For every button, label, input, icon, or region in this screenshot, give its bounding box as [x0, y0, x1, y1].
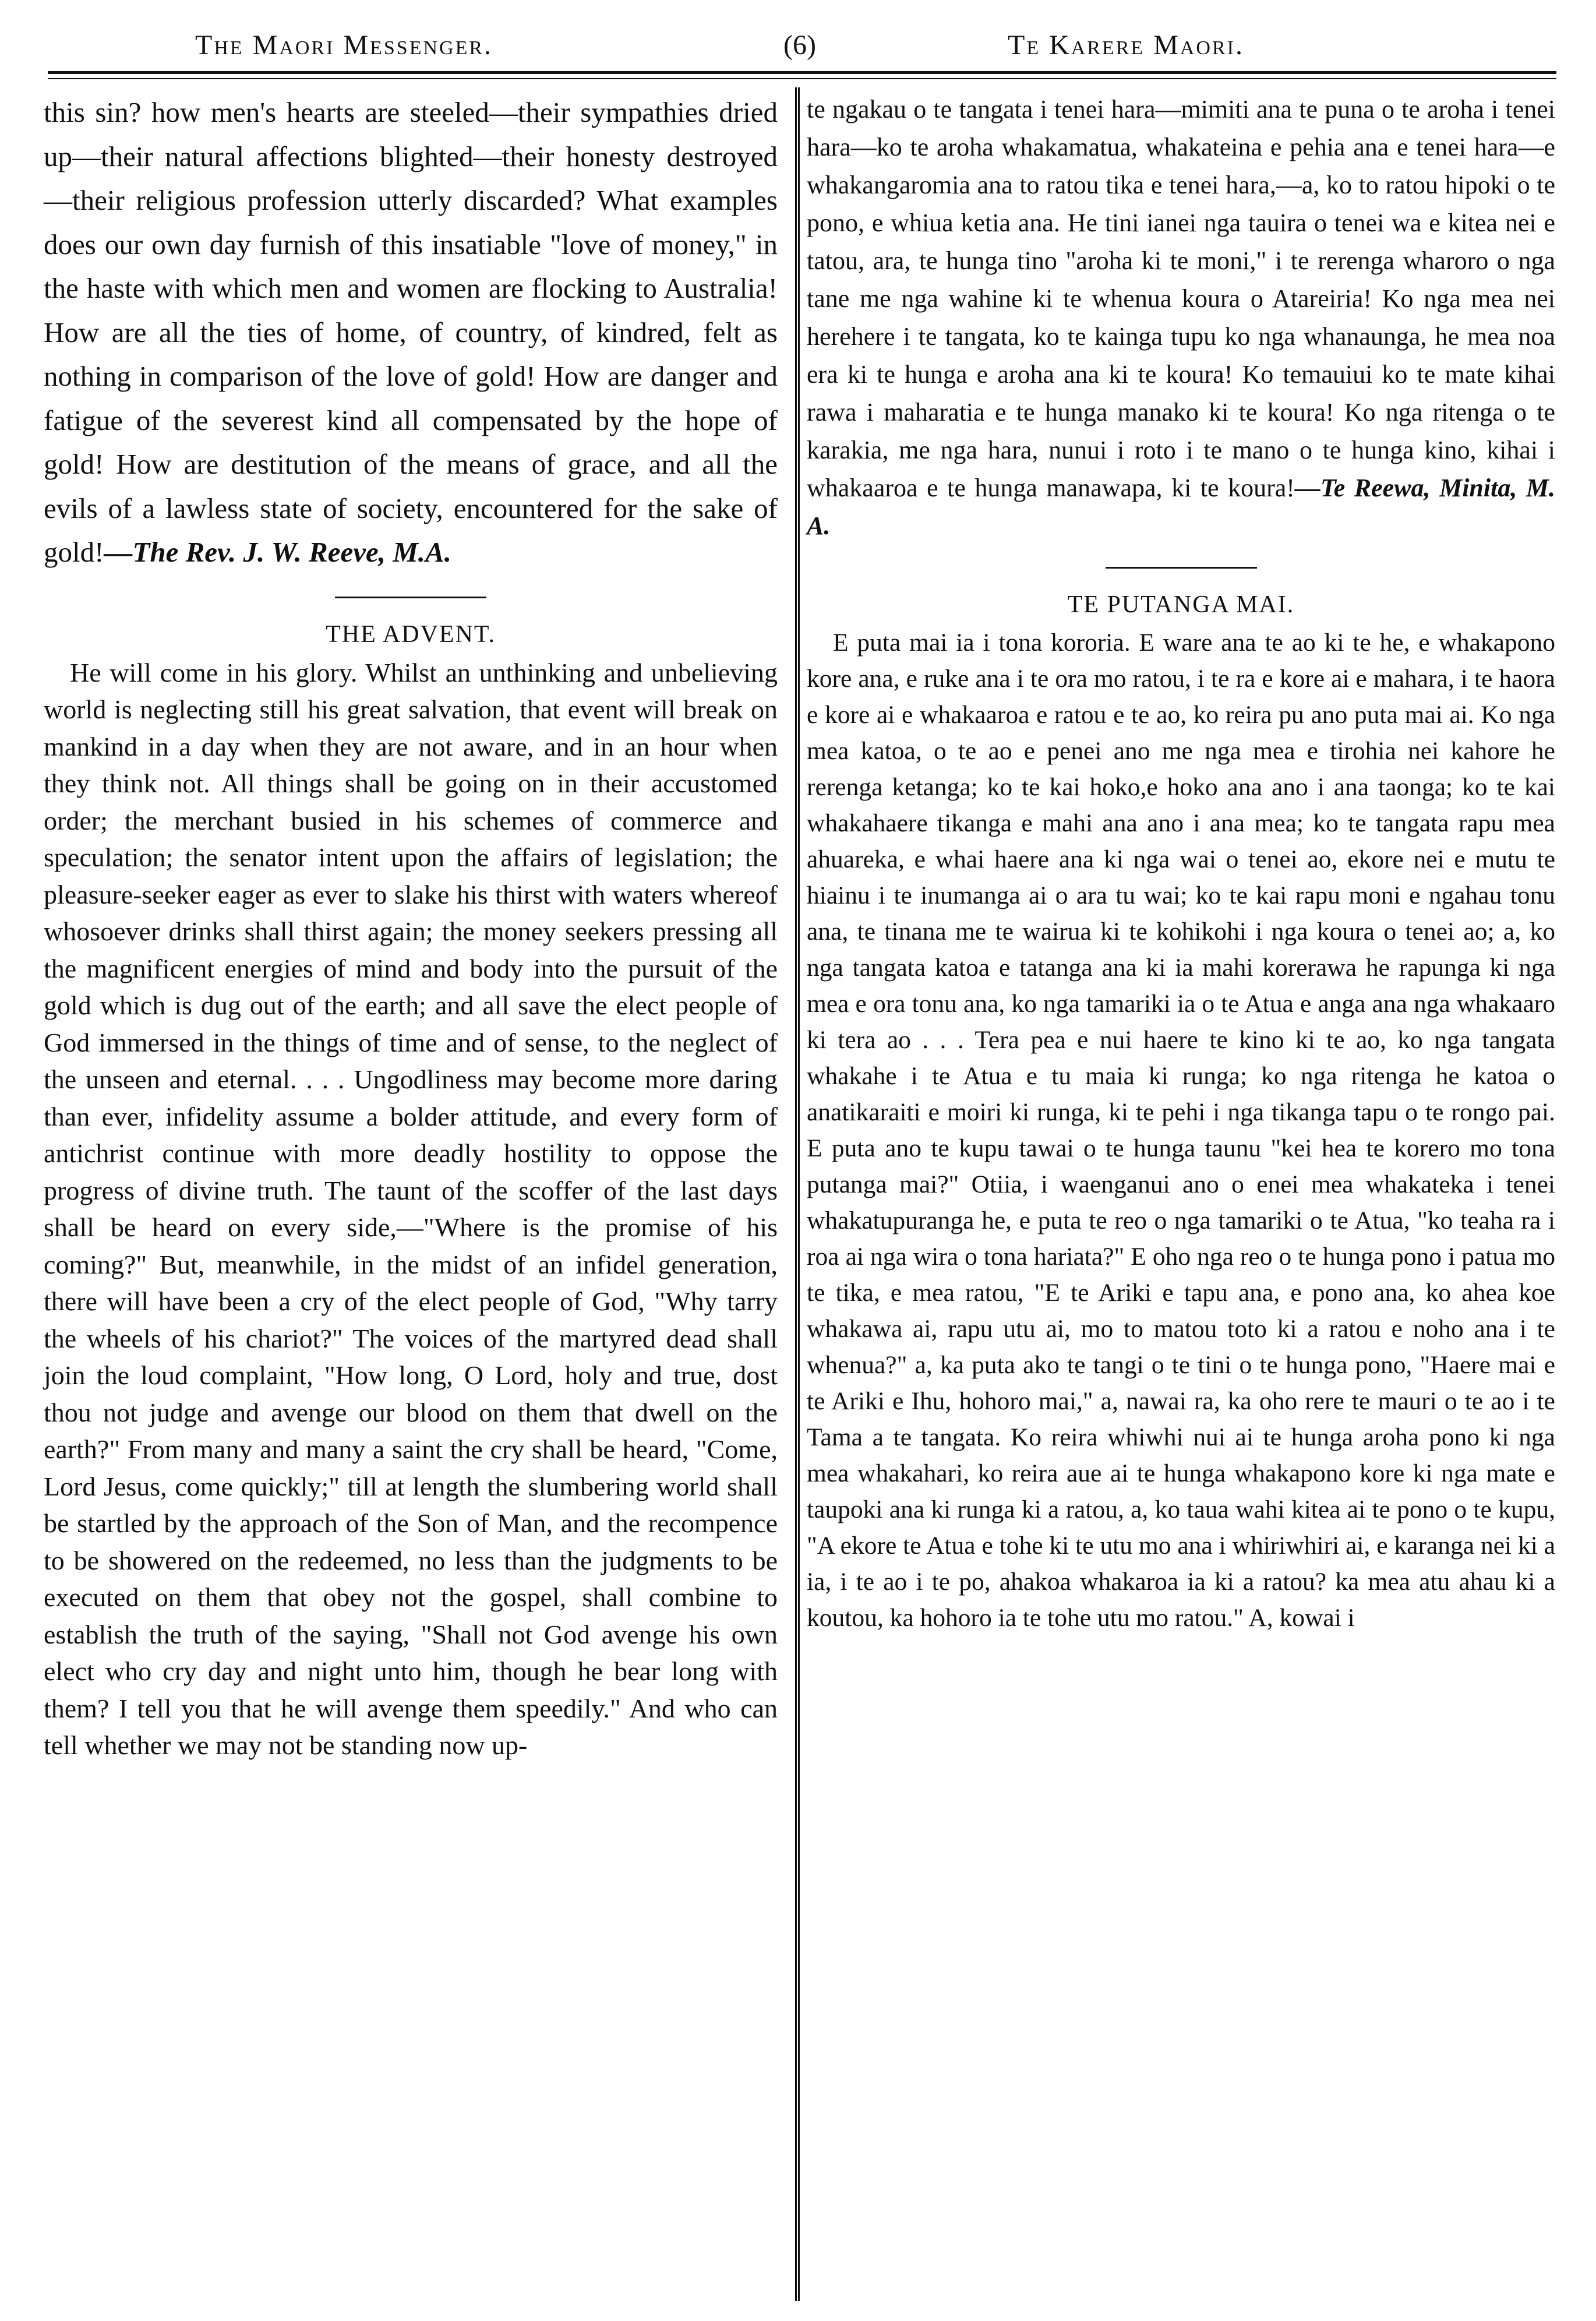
maori-signature: —Te Reewa, Minita, M. A.	[807, 474, 1555, 540]
english-column	[44, 90, 778, 1764]
english-intro-text: this sin? how men's hearts are steeled—their sympathies dried up—their natural affections blighted—their honesty destroyed—their religious profession utterly discarded? What examples does our own day furnish of this insatiable "love of money," in the haste with which men and women are flocking to Australia! How are all the ties of home, of country, of kindred, felt as nothing in comparison of the love of gold! How are danger and fatigue of the severest kind all compensated by the hope of gold! How are destitution of the means of grace, and all the evils of a lawless state of society, encountered for the sake of gold!	[44, 96, 778, 568]
english-advent-paragraph: He will come in his glory. Whilst an unthinking and unbelieving world is neglecting still his great salvation, that event will break on mankind in a day when they are not aware, and in an hour when they think not. All things shall be going on in their accustomed order; the merchant busied in his schemes of commerce and speculation; the senator intent upon the affairs of legislation; the pleasure-seeker eager as ever to slake his thirst with waters whereof whosoever drinks shall thirst again; the money seekers pressing all the magnificent energies of mind and body into the pursuit of the gold which is dug out of the earth; and all save the elect people of God immersed in the things of time and of sense, to the neglect of the unseen and eternal. . . . Ungodliness may become more daring than ever, infidelity assume a bolder attitude, and every form of antichrist continue with more deadly hostility to oppose the progress of divine truth. The taunt of the scoffer of the last days shall be heard on every side,—"Where is the promise of his coming?" But, meanwhile, in the midst of an infidel generation, there will have been a cry of the elect people of God, "Why tarry the wheels of his chariot?" The voices of the martyred dead shall join the loud complaint, "How long, O Lord, holy and true, dost thou not judge and avenge our blood on them that dwell on the earth?" From many and many a saint the cry shall be heard, "Come, Lord Jesus, come quickly;" till at length the slumbering world shall be startled by the approach of the Son of Man, and the recompence to be showered on the redeemed, no less than the judgments to be executed on them that obey not the gospel, shall combine to establish the truth of the saying, "Shall not God avenge his own elect who cry day and night unto him, though he bear long with them? I tell you that he will avenge them speedily." And who can tell whether we may not be standing now up-	[44, 657, 778, 1760]
column-divider	[795, 87, 800, 2301]
maori-column	[807, 90, 1555, 1636]
header-rule	[48, 71, 1556, 74]
section-separator	[335, 597, 486, 598]
page-header	[41, 23, 1555, 76]
maori-intro-paragraph	[807, 90, 1555, 545]
english-section-heading: THE ADVENT.	[326, 620, 496, 648]
maori-section-heading: TE PUTANGA MAI.	[1067, 591, 1295, 618]
section-separator	[1106, 567, 1257, 569]
english-signature: —The Rev. J. W. Reeve, M.A.	[104, 536, 451, 568]
page-number: (6)	[783, 30, 816, 61]
maori-intro-text: te ngakau o te tangata i tenei hara—mimiti ana te puna o te aroha i tenei hara—ko te aroha whakamatua, whakateina e pehia ana e tenei hara—e whakangaromia ana to ratou tika e tenei hara,—a, ko to ratou hipoki o te pono, e whiua ketia ana. He tini ianei nga tauira o tenei wa e kitea nei e tatou, ara, te hunga tino "aroha ki te moni," i te rerenga wharoro o nga tane me nga wahine ki te whenua koura o Atareiria! Ko nga mea nei herehere i te tangata, ko te kainga tupu ko nga whanaunga, he mea noa era ki te hunga e aroha ana ki te koura! Ko temauiui ko te mate kihai rawa i maharatia e te hunga manako ki te koura! Ko nga ritenga o te karakia, me nga hara, nunui i roto i te mano o te hunga kino, kihai i whakaaroa e te hunga manawapa, ki te koura!	[807, 95, 1555, 502]
english-intro-paragraph	[44, 90, 778, 574]
header-rule-thin	[48, 78, 1556, 79]
header-maori-title: Te Karere Maori.	[1008, 30, 1244, 61]
maori-advent-paragraph: E puta mai ia i tona kororia. E ware ana te ao ki te he, e whakapono kore ana, e ruke ana i te ora mo ratou, i te ra e kore ai e mahara, i te haora e kore ai e whakaaroa e ratou e te ao, ko reira pu ano puta mai ai. Ko nga mea katoa, o te ao e penei ano me nga mea e tirohia nei kahore he rerenga ketanga; ko te kai hoko,e hoko ana ano i ana taonga; ko te kai whakahaere tikanga e mahi ana ano i ana mea; ko te tangata rapu mea ahuareka, e whai haere ana ki nga wai o tenei ao, ekore nei e mutu te hiainu i te inumanga ai o ara tu wai; ko te kai rapu moni e ngahau tonu ana, te tinana me te wairua ki te kohikohi i nga koura o tenei ao; a, ko nga tangata katoa e tatanga ana ki ia mahi korerawa he rapunga ki nga mea e ora tonu ana, ko nga tamariki ia o te Atua e anga ana nga whakaaro ki tera ao . . . Tera pea e nui haere te kino ki te ao, ko nga tangata whakahe i te Atua e tu maia ki runga; ko nga ritenga he katoa o anatikaraiti e moiri ki runga, ki te pehi i nga tikanga tapu o te rongo pai. E puta ano te kupu tawai o te hunga taunu "kei hea te korero mo tona putanga mai?" Otiia, i waenganui ano o enei mea whakateka i tenei whakatupuranga he, e puta te reo o nga tamariki o te Atua, "ko teaha ra i roa ai nga wira o tona hariata?" E oho nga reo o te hunga pono i patua mo te tika, e mea ratou, "E te Ariki e tapu ana, e pono ana, ko ahea koe whakawa ai, rapu utu ai, mo to matou toto ki a ratou e noho ana i te whenua?" a, ka puta ako te tangi o te tini o te hunga pono, "Haere mai e te Ariki e Ihu, hohoro mai," a, nawai ra, ka oho rere te mauri o te ao i te Tama a te tangata. Ko reira whiwhi nui ai te hunga aroha pono ki nga mea whakahari, ko reira aue ai te hunga whakapono kore ki nga mate e taupoki ana ki runga ki a ratou, a, ko taua wahi kitea ai te pono o te kupu, "A ekore te Atua e tohe ki te utu mo ana i whiriwhiri ai, e karanga nei ki a ia, i te ao i te po, ahakoa whakaroa ia ki a ratou? ka mea atu ahau ki a koutou, ka hohoro ia te tohe utu mo ratou." A, kowai i	[807, 629, 1555, 1632]
header-english-title: The Maori Messenger.	[195, 30, 493, 61]
